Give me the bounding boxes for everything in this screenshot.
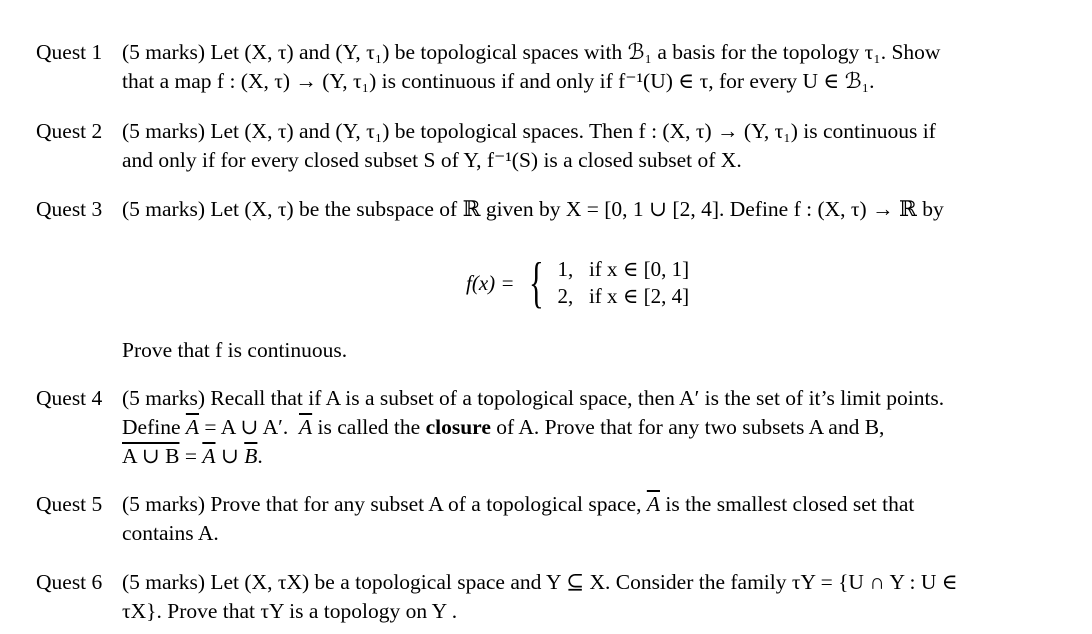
closure-symbol: $\overline{A}$ — [299, 415, 313, 439]
question-2 — [36, 117, 1066, 175]
text-fragment: is the smallest closed set that — [665, 492, 915, 516]
text-line: and only if for every closed subset S of Y, f⁻¹(S) is a closed subset of X. — [122, 148, 742, 172]
closure-symbol: $\overline{A}$ — [185, 415, 200, 439]
closure-symbol: $\overline{A}$ — [646, 492, 660, 516]
text-line: (5 marks) Let (X, τ) and (Y, τ₁) be topological spaces. Then f : (X, τ) → (Y, τ₁) is continuous if — [122, 119, 936, 143]
cases — [557, 256, 689, 310]
function-lhs: f(x) = — [466, 270, 515, 295]
question-label: Quest 1 — [36, 40, 103, 64]
left-brace: { — [528, 252, 544, 314]
question-text — [122, 490, 1066, 548]
question-1 — [36, 38, 1066, 96]
case-row — [557, 256, 689, 283]
case-value: 2, — [557, 284, 574, 308]
question-label: Quest 6 — [36, 570, 103, 594]
text-fragment: (5 marks) Prove that for any subset A of a topological space, — [122, 492, 642, 516]
text-line: A ∪ $B = \overline{A}$ ∪ $\overline{B}$. — [122, 444, 263, 468]
equals-sign: = — [184, 444, 197, 468]
question-6 — [36, 568, 1066, 626]
question-3-conclusion: Prove that f is continuous. — [122, 338, 348, 362]
question-5 — [36, 490, 1066, 548]
union-closure: A ∪ B — [122, 444, 180, 468]
closure-symbol: $\overline{B}$ — [244, 444, 258, 468]
text-line: contains A. — [122, 521, 219, 545]
closure-term: closure — [425, 415, 491, 439]
text-fragment: is called the — [317, 415, 421, 439]
question-text — [122, 384, 1066, 471]
text-line: Define $\overline{A} = A$ ∪ A′. $\overline{A}$ is called the closure of A. Prove that for any two subsets A and B, — [122, 415, 885, 439]
case-condition: if x ∈ [2, 4] — [588, 284, 690, 308]
text-line: that a map f : (X, τ) → (Y, τ₁) is continuous if and only if f⁻¹(U) ∈ τ, for every U ∈ ℬ₁. — [122, 69, 875, 93]
text-line: (5 marks) Recall that if A is a subset of a topological space, then A′ is the set of it’s limit points. — [122, 386, 945, 410]
case-condition: if x ∈ [0, 1] — [588, 257, 690, 281]
text-line — [122, 490, 1066, 519]
case-row — [557, 283, 689, 310]
question-4 — [36, 384, 1066, 471]
question-label: Quest 2 — [36, 119, 103, 143]
text-fragment: of A. Prove that for any two subsets A and B, — [496, 415, 885, 439]
text-fragment: Define — [122, 415, 181, 439]
question-text — [122, 195, 1066, 224]
closure-symbol: $\overline{A}$ — [202, 444, 216, 468]
case-value: 1, — [557, 257, 574, 281]
question-label: Quest 4 — [36, 386, 103, 410]
piecewise-function — [466, 254, 689, 312]
text-line: (5 marks) Let (X, τ) and (Y, τ₁) be topological spaces with ℬ₁ a basis for the topology τ₁. Show — [122, 40, 941, 64]
text-fragment: A ∪ A′. — [220, 415, 289, 439]
text-line: (5 marks) Let (X, τ) be the subspace of ℝ given by X = [0, 1 ∪ [2, 4]. Define f : (X, τ) → ℝ by — [122, 197, 944, 221]
question-text — [122, 117, 1066, 175]
text-line: (5 marks) Let (X, τX) be a topological space and Y ⊆ X. Consider the family τY = {U ∩ Y : U ∈ — [122, 570, 958, 594]
question-text — [122, 568, 1066, 626]
question-label: Quest 5 — [36, 492, 103, 516]
question-3 — [36, 195, 1066, 224]
text-line: τX}. Prove that τY is a topology on Y . — [122, 599, 458, 623]
question-label: Quest 3 — [36, 197, 103, 221]
question-text — [122, 38, 1066, 96]
